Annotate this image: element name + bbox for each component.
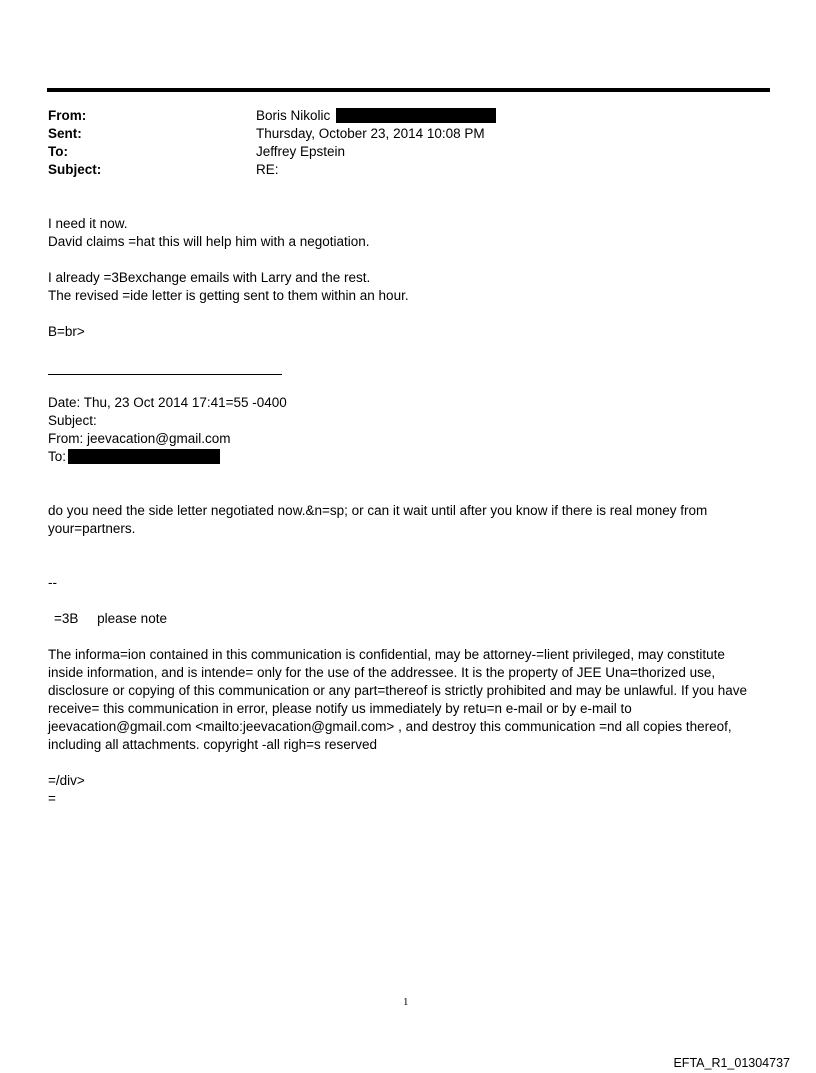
quoted-date: Date: Thu, 23 Oct 2014 17:41=55 -0400 xyxy=(48,395,287,410)
reply-line: David claims =hat this will help him with a negotiation. xyxy=(48,234,370,249)
from-name: Boris Nikolic xyxy=(256,108,331,123)
please-note: =3B please note xyxy=(54,611,167,626)
to-value: Jeffrey Epstein xyxy=(256,144,346,159)
disclaimer: The informa=ion contained in this communication is confidential, may be attorney-=lient privileged, may constitute inside information, and is intende= only for the use of the addressee. It is the property of JEE Una=thorized use, disclosure or copying of this communication or any part=thereof is strictly prohibited and may be unlawful. If you have receive= this communication in error, please notify us immediately by retu=n e-mail or by e-mail to jeevacation@gmail.com <mailto:jeevacation@gmail.com> , and destroy this communication =nd all copies thereof, including all attachments. copyright -all righ=s reserved xyxy=(48,647,747,752)
quote-separator-rule xyxy=(48,374,282,375)
quoted-to-row xyxy=(48,448,220,466)
redaction-block xyxy=(336,108,496,123)
header-rule xyxy=(47,88,770,92)
signature-separator: -- xyxy=(48,575,57,590)
from-label: From: xyxy=(48,108,87,123)
sent-label: Sent: xyxy=(48,126,82,141)
reply-line: B=br> xyxy=(48,324,85,339)
reply-line: I already =3Bexchange emails with Larry and the rest. xyxy=(48,270,371,285)
closing-div: =/div> xyxy=(48,773,85,788)
reply-line: The revised =ide letter is getting sent to them within an hour. xyxy=(48,288,409,303)
subject-label: Subject: xyxy=(48,162,102,177)
quoted-from: From: jeevacation@gmail.com xyxy=(48,431,231,446)
document-id: EFTA_R1_01304737 xyxy=(673,1056,790,1070)
quoted-subject: Subject: xyxy=(48,413,97,428)
from-value xyxy=(256,107,496,125)
to-label: To: xyxy=(48,144,68,159)
quoted-message: do you need the side letter negotiated now.&n=sp; or can it wait until after you know if there is real money from your=partners. xyxy=(48,503,708,536)
quoted-to: To: xyxy=(48,449,67,464)
redaction-block xyxy=(68,449,220,464)
reply-line: I need it now. xyxy=(48,216,128,231)
sent-value: Thursday, October 23, 2014 10:08 PM xyxy=(256,126,485,141)
page-number: 1 xyxy=(403,996,409,1008)
subject-value: RE: xyxy=(256,162,279,177)
closing-eq: = xyxy=(48,791,56,806)
